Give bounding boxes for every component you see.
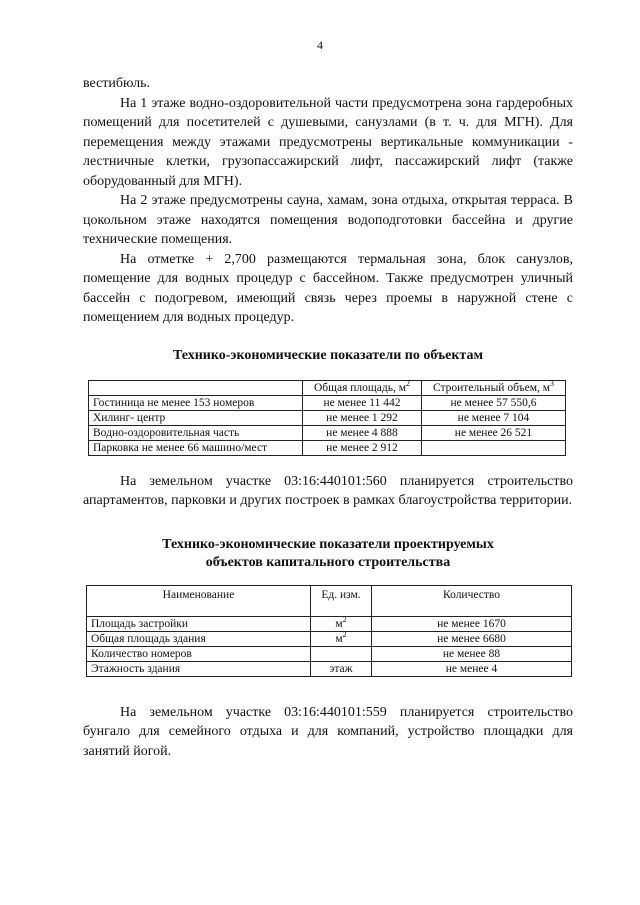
table-cell: не менее 57 550,6 xyxy=(422,395,566,410)
table-row xyxy=(87,661,572,676)
table-cell: $м^2$ xyxy=(311,631,372,646)
table-cell: Этажность здания xyxy=(87,661,311,676)
table-row xyxy=(87,646,572,661)
table-cell: не менее 88 xyxy=(372,646,572,661)
table-cell: не менее 1 292 xyxy=(303,410,422,425)
table-header-cell: Количество xyxy=(372,585,572,616)
table-cell: Общая площадь здания xyxy=(87,631,311,646)
table-cell: не менее 4 xyxy=(372,661,572,676)
table-cell: $м^2$ xyxy=(311,616,372,631)
paragraph-level-2700: На отметке + 2,700 размещаются термальная зона, блок санузлов, помещение для водных процедур с бассейном. Также предусмотрен уличный бассейн с подогревом, имеющий связь через проемы в наружной стене с помещением для водных процедур. xyxy=(83,251,573,325)
table-header-cell: Наименование xyxy=(87,585,311,616)
table-cell: Гостиница не менее 153 номеров xyxy=(89,395,303,410)
table-cell: не менее 4 888 xyxy=(303,425,422,440)
table-row xyxy=(87,616,572,631)
table-row xyxy=(89,410,566,425)
table-cell xyxy=(422,440,566,455)
paragraph-floor-1: На 1 этаже водно-оздоровительной части предусмотрена зона гардеробных помещений для посетителей с душевыми, санузлами (в т. ч. для МГН). Для перемещения между этажами предусмотрены вертикальные коммуникации - лестничные клетки, грузопассажирский лифт, пассажирский лифт (также оборудованный для МГН). xyxy=(83,95,573,189)
table-header-row xyxy=(87,585,572,616)
table2-title-line1: Технико-экономические показатели проектируемых xyxy=(162,536,494,552)
paragraph-plot-559: На земельном участке 03:16:440101:559 планируется строительство бунгало для семейного отдыха и для компаний, устройство площадки для занятий йогой. xyxy=(83,704,573,759)
capital-construction-table xyxy=(86,585,572,677)
page-number: 4 xyxy=(317,38,323,52)
table-header-cell xyxy=(89,380,303,395)
table-cell: этаж xyxy=(311,661,372,676)
table-cell: не менее 6680 xyxy=(372,631,572,646)
table-cell: не менее 2 912 xyxy=(303,440,422,455)
table-header-row xyxy=(89,380,566,395)
paragraph-plot-560: На земельном участке 03:16:440101:560 планируется строительство апартаментов, парковки и других построек в рамках благоустройства территории. xyxy=(83,473,573,508)
table-cell: Водно-оздоровительная часть xyxy=(89,425,303,440)
table-cell: Площадь застройки xyxy=(87,616,311,631)
table-cell xyxy=(311,646,372,661)
table-header-cell: Строительный объем, $м^3$ xyxy=(422,380,566,395)
table-cell: не менее 26 521 xyxy=(422,425,566,440)
document-body xyxy=(83,74,573,761)
table-cell: не менее 11 442 xyxy=(303,395,422,410)
table-header-cell: Общая площадь, $м^2$ xyxy=(303,380,422,395)
table-cell: не менее 7 104 xyxy=(422,410,566,425)
table-cell: Парковка не менее 66 машино/мест xyxy=(89,440,303,455)
paragraph-floor-2: На 2 этаже предусмотрены сауна, хамам, зона отдыха, открытая терраса. В цокольном этаже находятся помещения водоподготовки бассейна и другие технические помещения. xyxy=(83,193,573,247)
table-row xyxy=(89,395,566,410)
table1-title: Технико-экономические показатели по объектам xyxy=(172,347,484,363)
objects-indicators-table xyxy=(88,380,566,456)
table2-title-line2: объектов капитального строительства xyxy=(205,554,451,570)
table-row xyxy=(89,425,566,440)
table-cell: Количество номеров xyxy=(87,646,311,661)
table-cell: не менее 1670 xyxy=(372,616,572,631)
table-row xyxy=(87,631,572,646)
table-header-cell: Ед. изм. xyxy=(311,585,372,616)
paragraph-vestibule: вестибюль. xyxy=(83,76,151,91)
table-row xyxy=(89,440,566,455)
table-cell: Хилинг- центр xyxy=(89,410,303,425)
